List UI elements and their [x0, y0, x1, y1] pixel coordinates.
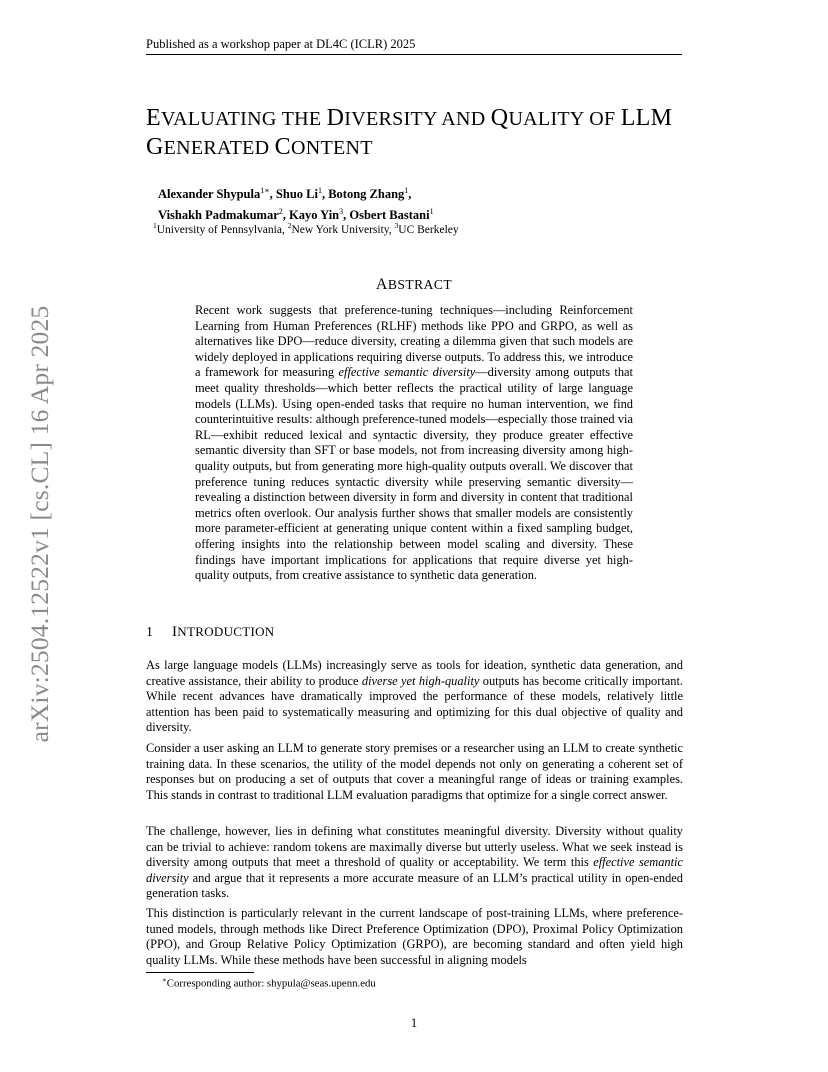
intro-paragraph-3: The challenge, however, lies in defining what constitutes meaningful diversity. Diversity without quality can be trivial to achieve: random tokens are maximally diverse but utterly useless. What we seek instead is diversity among outputs that meet a threshold of quality or acceptability. We term this effective semantic diversity and argue that it represents a more accurate measure of an LLM’s practical utility in open-ended generation tasks.: [146, 824, 683, 901]
footnote: ∗Corresponding author: shypula@seas.upenn.edu: [162, 976, 376, 990]
footnote-text: Corresponding author: shypula@seas.upenn.edu: [166, 977, 376, 990]
affiliations: $^1$University of Pennsylvania, $^2$New York University, $^3$UC Berkeley: [153, 221, 459, 236]
intro-paragraph-2: Consider a user asking an LLM to generate story premises or a researcher using an LLM to create synthetic training data. In these scenarios, the utility of the model depends not only on generating a coherent set of responses but on producing a set of outputs that cover a meaningful range of ideas or training examples. This stands in contrast to traditional LLM evaluation paradigms that optimize for a single correct answer.: [146, 741, 683, 802]
author-list: [158, 182, 658, 224]
header-rule: [146, 54, 682, 55]
author-name: Shuo Li: [275, 187, 318, 202]
abstract-heading: ABSTRACT: [375, 276, 453, 293]
footnote-rule: [146, 972, 254, 973]
intro-paragraph-4: This distinction is particularly relevant in the current landscape of post-training LLMs, where preference-tuned models, through methods like Direct Preference Optimization (DPO), Proximal Policy Optimization (PPO), and Group Relative Policy Optimization (GRPO), are becoming standard and often yield high quality LLMs. While these methods have been successful in aligning models: [146, 906, 683, 967]
title-line-2: GENERATED CONTENT: [146, 134, 373, 160]
author-name: Botong Zhang: [328, 187, 405, 202]
paper-title: [146, 104, 706, 162]
author-name: Kayo Yin: [289, 208, 340, 223]
arxiv-stamp[interactable]: arXiv:2504.12522v1 [cs.CL] 16 Apr 2025: [25, 305, 54, 743]
author-line-2: Vishakh Padmakumar$^2$, Kayo Yin$^3$, Osbert Bastani$^1$: [158, 207, 434, 223]
title-line-1: EVALUATING THE DIVERSITY AND QUALITY OF LLM: [146, 105, 673, 131]
abstract-body: Recent work suggests that preference-tuning techniques—including Reinforcement Learning from Human Preferences (RLHF) methods like PPO and GRPO, as well as alternatives like DPO—reduce diversity, creating a dilemma given that such models are widely deployed in applications requiring diverse outputs. To address this, we introduce a framework for measuring effective semantic diversity—diversity among outputs that meet quality thresholds—which better reflects the practical utility of large language models (LLMs). Using open-ended tasks that require no human intervention, we find counterintuitive results: although preference-tuned models—especially those trained via RL—exhibit reduced lexical and syntactic diversity, they produce greater effective semantic diversity than SFT or base models, not from increasing diversity among high-quality outputs, but from generating more high-quality outputs overall. We discover that preference tuning reduces syntactic diversity while preserving semantic diversity—revealing a distinction between diversity in form and diversity in content that traditional metrics often overlook. Our analysis further shows that smaller models are consistently more parameter-efficient at generating unique content within a fixed sampling budget, offering insights into the relationship between model scaling and diversity. These findings have important implications for applications that require diverse yet high-quality outputs, from creative assistance to synthetic data generation.: [195, 303, 633, 583]
running-header: Published as a workshop paper at DL4C (ICLR) 2025: [146, 37, 416, 51]
author-name: Osbert Bastani: [349, 208, 430, 223]
author-line-1: Alexander Shypula$^{1∗}$, Shuo Li$^1$, Botong Zhang$^1$,: [158, 186, 412, 202]
page-number: 1: [410, 1016, 418, 1030]
author-name: Vishakh Padmakumar: [158, 208, 279, 223]
arxiv-stamp-container: [18, 286, 62, 762]
author-name: Alexander Shypula: [158, 187, 261, 202]
section-heading-introduction: 1 INTRODUCTION: [146, 624, 275, 640]
intro-paragraph-1: As large language models (LLMs) increasingly serve as tools for ideation, synthetic data generation, and creative assistance, their ability to produce diverse yet high-quality outputs has become critically important. While recent advances have dramatically improved the performance of these models, relatively little attention has been paid to systematically measuring and optimizing for this dual objective of quality and diversity.: [146, 658, 683, 735]
